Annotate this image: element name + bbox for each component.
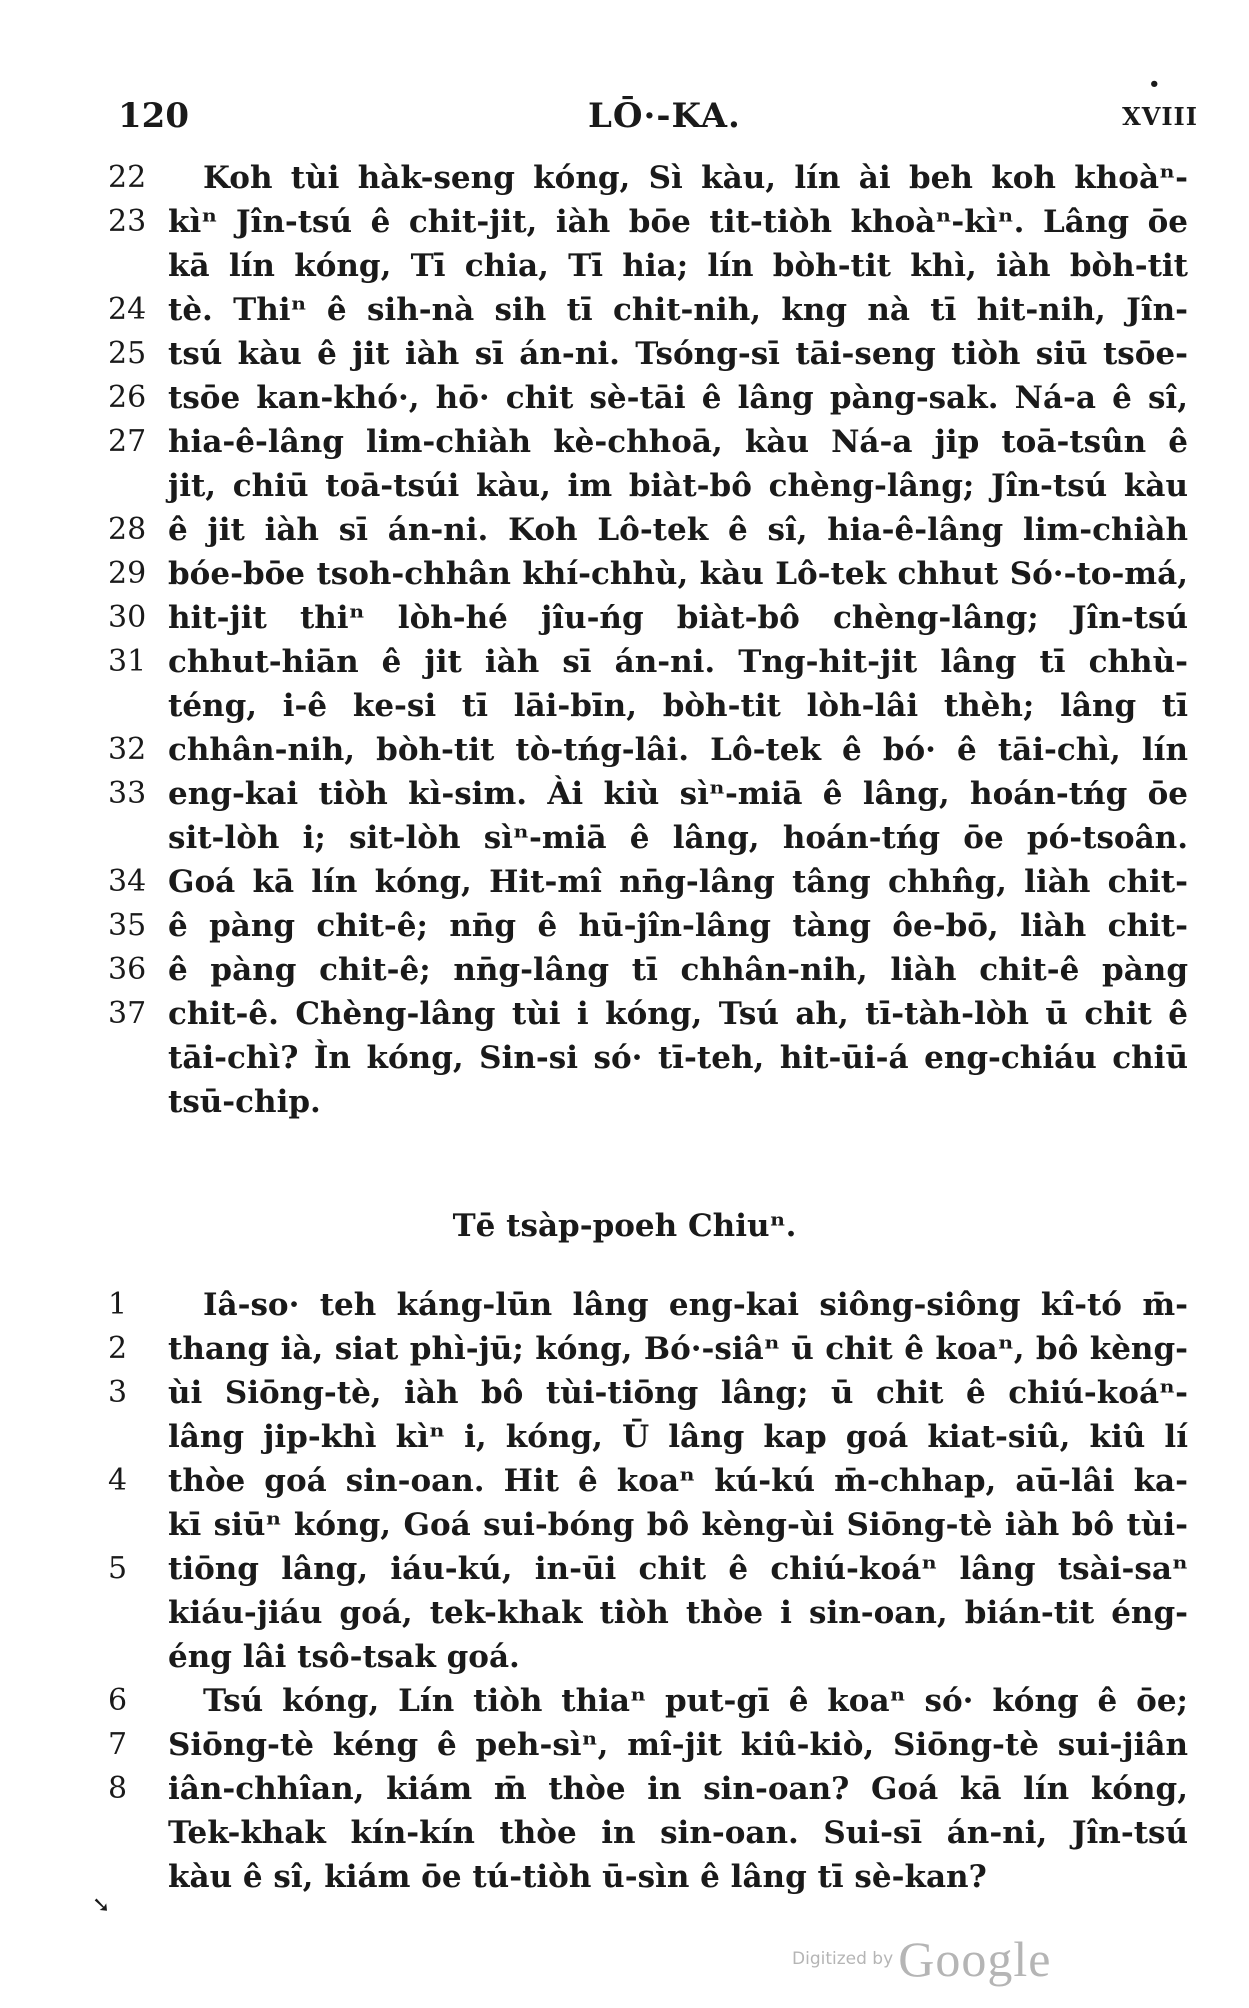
text-line bbox=[108, 640, 1193, 684]
line-text: ê pàng chit-ê; nn̄g ê hū-jîn-lâng tàng ôe-bō, liàh chit- bbox=[168, 908, 1188, 944]
verse-number: 37 bbox=[108, 996, 147, 1031]
text-line bbox=[108, 948, 1193, 992]
line-text: lâng jip-khì kìⁿ i, kóng, Ū lâng kap goá kiat-siû, kiû lí bbox=[168, 1419, 1188, 1455]
text-line bbox=[108, 1591, 1193, 1635]
line-text: Iâ-so· teh káng-lūn lâng eng-kai siông-siông kî-tó m̄- bbox=[203, 1287, 1188, 1323]
line-text: Goá kā lín kóng, Hit-mî nn̄g-lâng tâng chhn̂g, liàh chit- bbox=[168, 864, 1188, 900]
verse-number: 26 bbox=[108, 380, 147, 415]
text-line bbox=[108, 1811, 1193, 1855]
text-line bbox=[108, 288, 1193, 332]
line-text: hit-jit thiⁿ lòh-hé jîu-ńg biàt-bô chèng-lâng; Jîn-tsú bbox=[168, 600, 1188, 636]
line-text: sit-lòh i; sit-lòh sìⁿ-miā ê lâng, hoán-tńg ōe pó-tsoân. bbox=[168, 820, 1188, 856]
text-line bbox=[108, 1767, 1193, 1811]
line-text: Koh tùi hàk-seng kóng, Sì kàu, lín ài beh koh khoàⁿ- bbox=[203, 160, 1188, 196]
text-line bbox=[108, 1503, 1193, 1547]
text-line bbox=[108, 1459, 1193, 1503]
text-line bbox=[108, 992, 1193, 1036]
watermark-logo: Google bbox=[898, 1931, 1052, 1987]
line-text: kī siūⁿ kóng, Goá sui-bóng bô kèng-ùi Siōng-tè iàh bô tùi- bbox=[168, 1507, 1188, 1543]
text-line bbox=[108, 1723, 1193, 1767]
verse-number: 35 bbox=[108, 908, 147, 943]
verse-number: 24 bbox=[108, 292, 147, 327]
text-line bbox=[108, 816, 1193, 860]
text-line bbox=[108, 200, 1193, 244]
verse-number: 22 bbox=[108, 160, 147, 195]
line-text: tsōe kan-khó·, hō· chit sè-tāi ê lâng pàng-sak. Ná-a ê sî, bbox=[168, 380, 1188, 416]
text-line bbox=[108, 1415, 1193, 1459]
line-text: iân-chhîan, kiám m̄ thòe in sin-oan? Goá kā lín kóng, bbox=[168, 1771, 1188, 1807]
line-text: kiáu-jiáu goá, tek-khak tiòh thòe i sin-oan, bián-tit éng- bbox=[168, 1595, 1188, 1631]
verse-number: 31 bbox=[108, 644, 147, 679]
verse-number: 30 bbox=[108, 600, 147, 635]
text-line bbox=[108, 1547, 1193, 1591]
line-text: tsú kàu ê jit iàh sī án-ni. Tsóng-sī tāi-seng tiòh siū tsōe- bbox=[168, 336, 1188, 372]
line-text: kā lín kóng, Tī chia, Tī hia; lín bòh-tit khì, iàh bòh-tit bbox=[168, 248, 1188, 284]
text-line bbox=[108, 1635, 1193, 1679]
watermark-prefix: Digitized by bbox=[792, 1949, 894, 1969]
verse-number: 6 bbox=[108, 1683, 128, 1718]
text-line bbox=[108, 728, 1193, 772]
verse-number: 32 bbox=[108, 732, 147, 767]
margin-dot: • bbox=[1148, 74, 1160, 95]
verse-number: 36 bbox=[108, 952, 147, 987]
verse-number: 1 bbox=[108, 1287, 128, 1322]
verse-number: 29 bbox=[108, 556, 147, 591]
chapter-xviii-text bbox=[108, 1283, 1193, 1899]
text-line bbox=[108, 904, 1193, 948]
verse-number: 5 bbox=[108, 1551, 128, 1586]
verse-number: 34 bbox=[108, 864, 147, 899]
text-line bbox=[108, 1036, 1193, 1080]
text-line bbox=[108, 244, 1193, 288]
text-line bbox=[108, 552, 1193, 596]
line-text: kàu ê sî, kiám ōe tú-tiòh ū-sìn ê lâng tī sè-kan? bbox=[168, 1859, 987, 1895]
chapter-xvii-text bbox=[108, 156, 1193, 1124]
digitized-watermark bbox=[792, 1930, 1051, 1988]
text-line bbox=[108, 772, 1193, 816]
text-line bbox=[108, 1080, 1193, 1124]
line-text: ê pàng chit-ê; nn̄g-lâng tī chhân-nih, liàh chit-ê pàng bbox=[168, 952, 1188, 988]
line-text: téng, i-ê ke-si tī lāi-bīn, bòh-tit lòh-lâi thèh; lâng tī bbox=[168, 688, 1188, 724]
chapter-number: XVIII bbox=[1122, 102, 1198, 131]
verse-number: 23 bbox=[108, 204, 147, 239]
line-text: hia-ê-lâng lim-chiàh kè-chhoā, kàu Ná-a jip toā-tsûn ê bbox=[168, 424, 1188, 460]
text-line bbox=[108, 464, 1193, 508]
text-line bbox=[108, 1327, 1193, 1371]
text-line bbox=[108, 1855, 1193, 1899]
text-line bbox=[108, 508, 1193, 552]
verse-number: 2 bbox=[108, 1331, 128, 1366]
verse-number: 27 bbox=[108, 424, 147, 459]
line-text: thòe goá sin-oan. Hit ê koaⁿ kú-kú m̄-chhap, aū-lâi ka- bbox=[168, 1463, 1188, 1499]
line-text: thang ià, siat phì-jū; kóng, Bó·-siâⁿ ū chit ê koaⁿ, bô kèng- bbox=[168, 1331, 1188, 1367]
text-line bbox=[108, 684, 1193, 728]
running-title: LŌ·-KA. bbox=[588, 96, 741, 136]
line-text: chhân-nih, bòh-tit tò-tńg-lâi. Lô-tek ê bó· ê tāi-chì, lín bbox=[168, 732, 1188, 768]
text-line bbox=[108, 420, 1193, 464]
line-text: chit-ê. Chèng-lâng tùi i kóng, Tsú ah, tī-tàh-lòh ū chit ê bbox=[168, 996, 1188, 1032]
line-text: Tsú kóng, Lín tiòh thiaⁿ put-gī ê koaⁿ só· kóng ê ōe; bbox=[203, 1683, 1188, 1719]
line-text: Siōng-tè kéng ê peh-sìⁿ, mî-jit kiû-kiò, Siōng-tè sui-jiân bbox=[168, 1727, 1188, 1763]
line-text: ùi Siōng-tè, iàh bô tùi-tiōng lâng; ū chit ê chiú-koáⁿ- bbox=[168, 1375, 1188, 1411]
line-text: tsū-chip. bbox=[168, 1084, 321, 1120]
text-line bbox=[108, 332, 1193, 376]
text-line bbox=[108, 1371, 1193, 1415]
verse-number: 8 bbox=[108, 1771, 128, 1806]
text-line bbox=[108, 1283, 1193, 1327]
verse-number: 3 bbox=[108, 1375, 128, 1410]
line-text: chhut-hiān ê jit iàh sī án-ni. Tng-hit-jit lâng tī chhù- bbox=[168, 644, 1188, 680]
line-text: ê jit iàh sī án-ni. Koh Lô-tek ê sî, hia-ê-lâng lim-chiàh bbox=[168, 512, 1188, 548]
verse-number: 4 bbox=[108, 1463, 128, 1498]
line-text: kìⁿ Jîn-tsú ê chit-jit, iàh bōe tit-tiòh khoàⁿ-kìⁿ. Lâng ōe bbox=[168, 204, 1188, 240]
text-line bbox=[108, 860, 1193, 904]
line-text: tāi-chì? Ìn kóng, Sin-si só· tī-teh, hit-ūi-á eng-chiáu chiū bbox=[168, 1040, 1188, 1076]
verse-number: 33 bbox=[108, 776, 147, 811]
line-text: tiōng lâng, iáu-kú, in-ūi chit ê chiú-koáⁿ lâng tsài-saⁿ bbox=[168, 1551, 1188, 1587]
line-text: tè. Thiⁿ ê sih-nà sih tī chit-nih, kng nà tī hit-nih, Jîn- bbox=[168, 292, 1188, 328]
line-text: éng lâi tsô-tsak goá. bbox=[168, 1639, 520, 1675]
verse-number: 25 bbox=[108, 336, 147, 371]
line-text: eng-kai tiòh kì-sim. Ài kiù sìⁿ-miā ê lâng, hoán-tńg ōe bbox=[168, 776, 1188, 812]
line-text: Tek-khak kín-kín thòe in sin-oan. Sui-sī án-ni, Jîn-tsú bbox=[168, 1815, 1188, 1851]
page-header bbox=[118, 74, 1198, 146]
text-line bbox=[108, 596, 1193, 640]
line-text: bóe-bōe tsoh-chhân khí-chhù, kàu Lô-tek chhut Só·-to-má, bbox=[168, 556, 1188, 592]
text-line bbox=[108, 156, 1193, 200]
margin-mark-icon: ➘ bbox=[92, 1893, 111, 1918]
page-number: 120 bbox=[118, 96, 189, 136]
chapter-heading: Tē tsàp-poeh Chiuⁿ. bbox=[452, 1208, 797, 1244]
line-text: jit, chiū toā-tsúi kàu, im biàt-bô chèng-lâng; Jîn-tsú kàu bbox=[168, 468, 1188, 504]
verse-number: 28 bbox=[108, 512, 147, 547]
verse-number: 7 bbox=[108, 1727, 128, 1762]
text-line bbox=[108, 376, 1193, 420]
text-line bbox=[108, 1679, 1193, 1723]
